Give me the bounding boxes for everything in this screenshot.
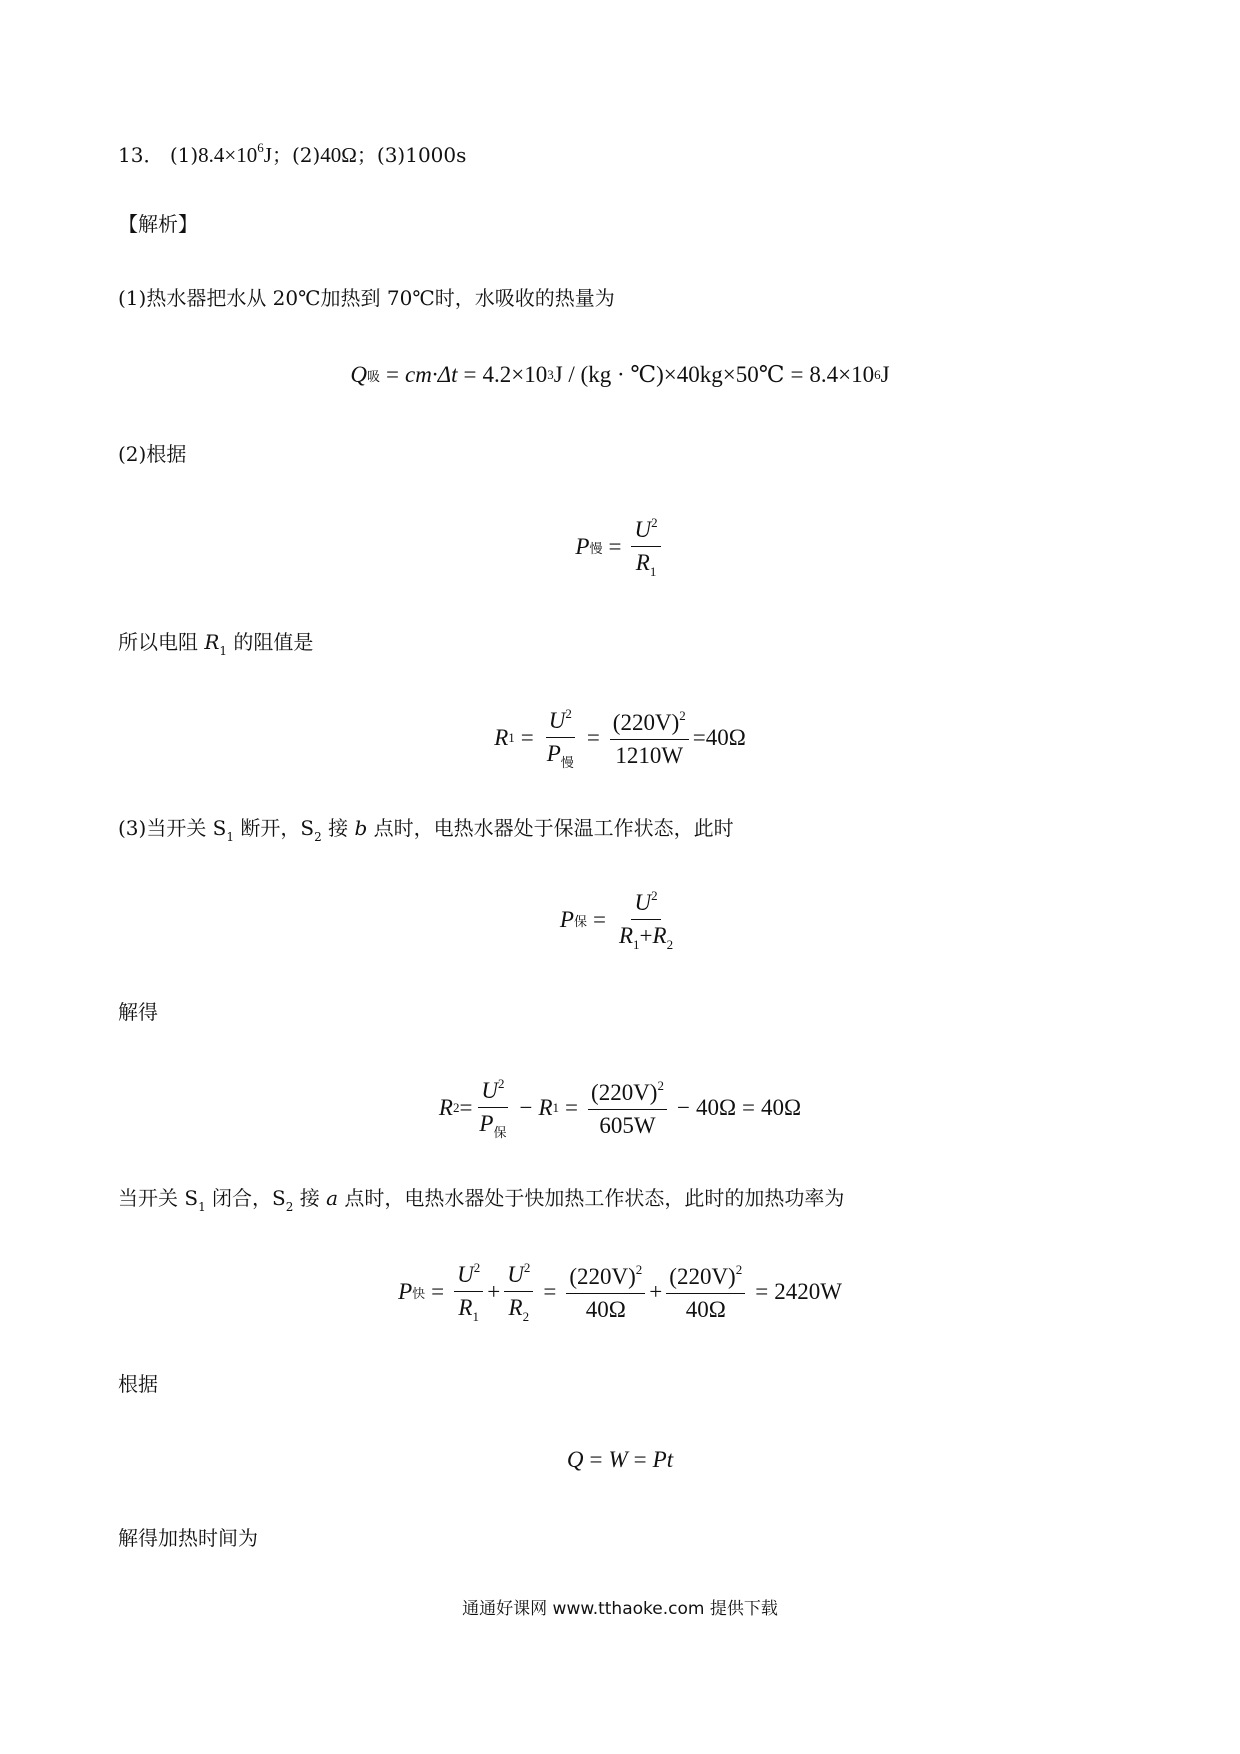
analysis-heading: 【解析】 (118, 212, 198, 236)
part3-text2: 当开关 $S_1$ 闭合，$S_2$ 接 a 点时，电热水器处于快加热工作状态，此时的加热功率为 (118, 1186, 845, 1214)
part1-text: (1)热水器把水从 20℃加热到 70℃时，水吸收的热量为 (118, 286, 615, 310)
solve-text: 解得 (118, 1000, 158, 1024)
equation-r2: R 2 = $\frac{U^2}{P_保}$ − R 1 = $\frac{(220V)^2}{605W}$ − 40Ω = 40Ω (438, 1075, 802, 1140)
answer-3: 1000s (405, 143, 467, 167)
part3-text: (3)当开关 $S_1$ 断开，$S_2$ 接 b 点时，电热水器处于保温工作状态，此时 (118, 816, 734, 844)
equation-heat: Q 吸 = cm·Δt = 4.2×10 3 J / (kg · ℃) ×40kg×50℃ = 8.4×10 6 J (350, 362, 890, 387)
equation-r1: R 1 = $\frac{U^2}{P_慢}$ = $\frac{(220V)^2}{1210W}$ = 40Ω (494, 705, 746, 770)
question-number: 13． (118, 143, 164, 167)
equation-p-keep: P 保 = $\frac{U^2}{R_1+R_2}$ (559, 887, 674, 952)
part2-text2: 所以电阻 $R_1$ 的阻值是 (118, 630, 314, 658)
equation-p-fast: P 快 = $\frac{U^2}{R_1}$ + $\frac{U^2}{R_2}$ = $\frac{(220V)^2}{40\Omega}$ + $\frac{(220V)^2}{40\Omega}$ = 2420W (398, 1259, 842, 1324)
footer-watermark: 通通好课网 www.tthaoke.com 提供下载 (462, 1599, 778, 1619)
part2-text: (2)根据 (118, 442, 187, 466)
final-text: 解得加热时间为 (118, 1526, 258, 1550)
basis-text: 根据 (118, 1372, 158, 1396)
answer-line: 13． $(1)8.4\times 10^6J$；(2)40Ω；(3)1000s (118, 140, 467, 167)
answer-1: $8.4\times 10^6J$ (198, 140, 272, 167)
answer-2: 40Ω (320, 143, 357, 167)
equation-p-slow: P 慢 = $\frac{U^2}{R_1}$ (0, 512, 1240, 582)
equation-q-w-pt: Q = W = P t (566, 1447, 674, 1472)
